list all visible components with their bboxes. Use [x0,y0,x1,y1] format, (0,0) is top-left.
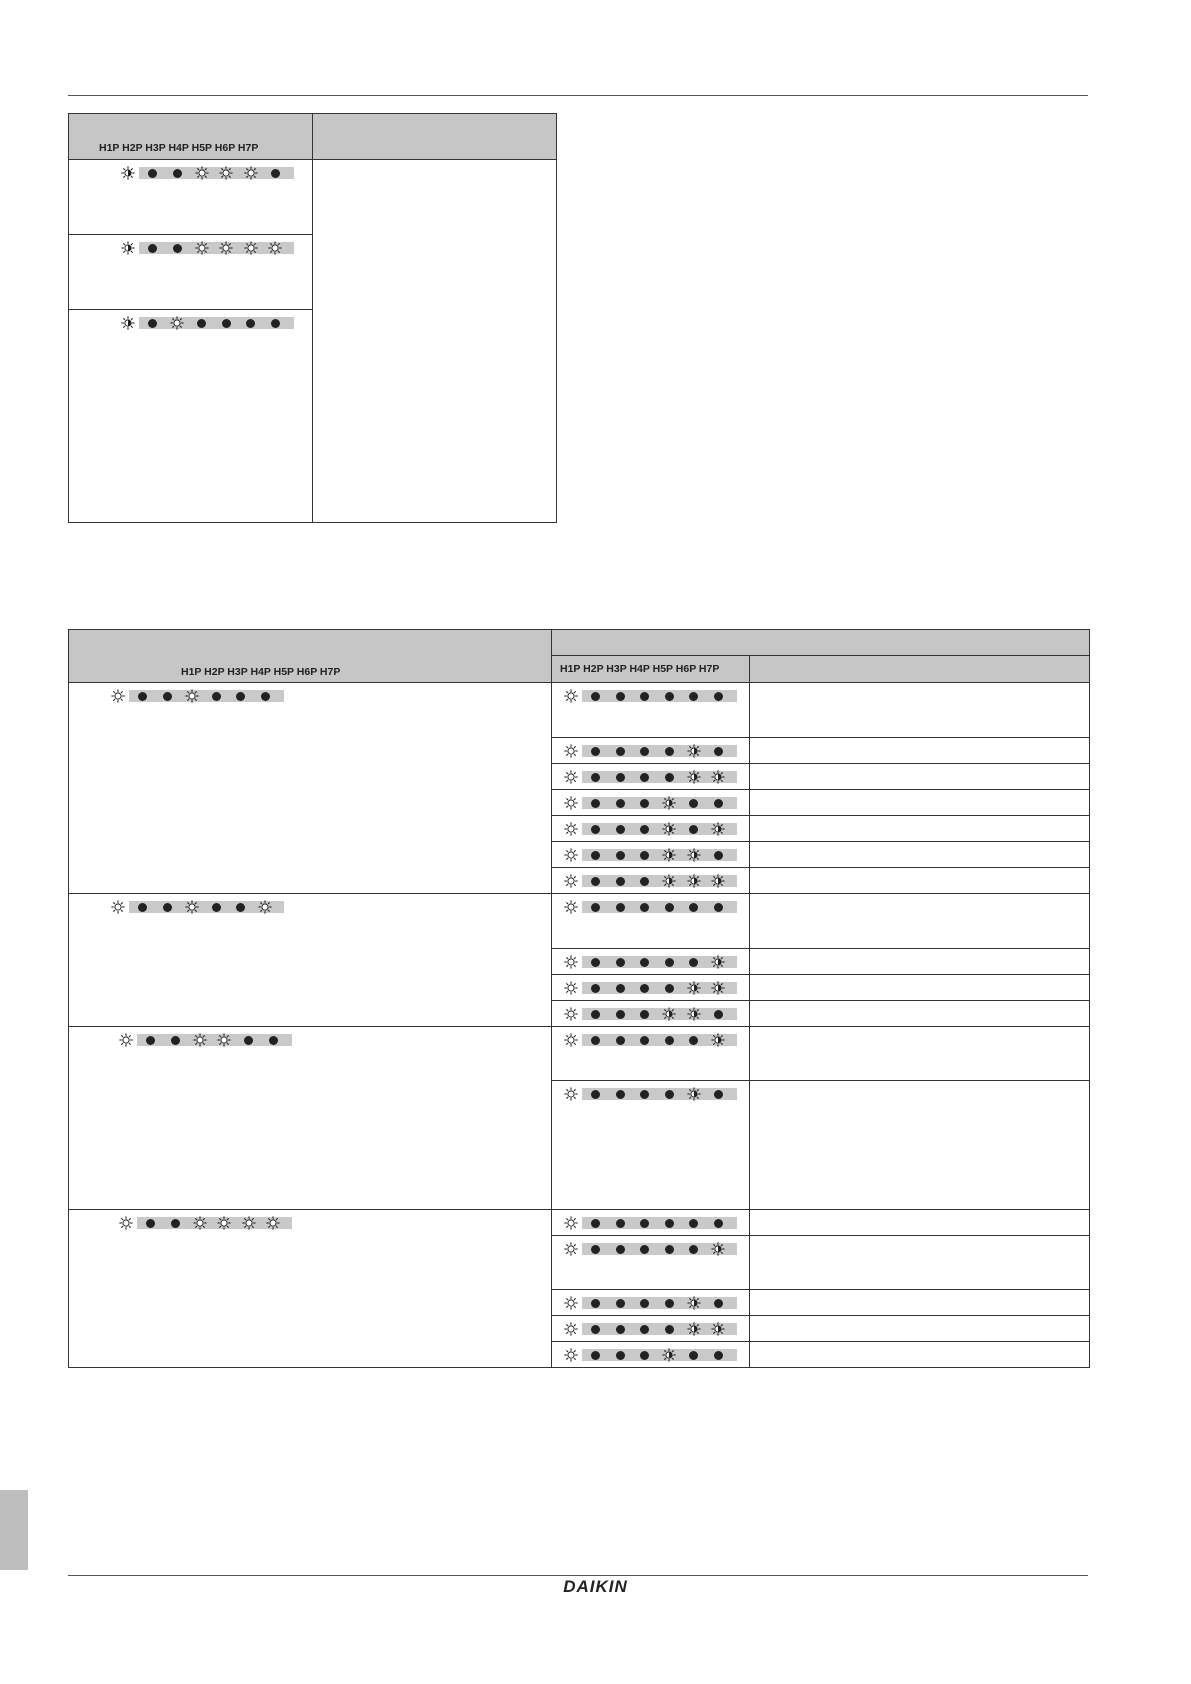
led-on-icon [711,1087,725,1101]
bottom-rule [68,1575,1088,1576]
table2-sub-led-cell [552,894,750,949]
table2-group-cell [69,1027,552,1210]
led-strip [111,689,301,703]
led-on-icon [638,900,652,914]
led-on-icon [638,1216,652,1230]
led-on-icon [589,955,603,969]
led-on-icon [687,1348,701,1362]
led-on-icon [589,848,603,862]
led-on-icon [234,689,248,703]
led-on-icon [638,874,652,888]
table2-subheader-description [750,656,1090,683]
led-strip [564,955,754,969]
led-on-icon [589,1216,603,1230]
table2-sub-description [750,842,1090,868]
led-off-icon [564,1242,578,1256]
led-on-icon [613,744,627,758]
led-on-icon [613,770,627,784]
led-on-icon [662,955,676,969]
led-on-icon [662,689,676,703]
led-on-icon [638,1033,652,1047]
led-blink-icon [687,1007,701,1021]
led-on-icon [168,1216,182,1230]
led-on-icon [638,1087,652,1101]
led-on-icon [613,1216,627,1230]
led-on-icon [662,1216,676,1230]
led-blink-icon [711,981,725,995]
led-on-icon [589,689,603,703]
led-on-icon [589,900,603,914]
led-blink-icon [662,1348,676,1362]
led-on-icon [662,1033,676,1047]
table2-sub-led-cell [552,1290,750,1316]
table2-sub-description [750,1027,1090,1081]
led-off-icon [564,1007,578,1021]
led-on-icon [209,689,223,703]
led-blink-icon [121,166,135,180]
table2-sub-led-cell [552,868,750,894]
led-on-icon [687,1242,701,1256]
table2-sub-led-cell [552,1342,750,1368]
table2-sub-description [750,1316,1090,1342]
led-blink-icon [711,770,725,784]
led-on-icon [662,1322,676,1336]
led-off-icon [170,316,184,330]
led-on-icon [589,874,603,888]
led-off-icon [564,822,578,836]
led-strip [564,689,754,703]
led-strip [121,241,311,255]
led-on-icon [662,981,676,995]
table2-sub-description [750,790,1090,816]
daikin-logo: DAIKIN [563,1577,628,1596]
table2-sub-description [750,738,1090,764]
led-blink-icon [711,1242,725,1256]
led-off-icon [217,1216,231,1230]
led-on-icon [144,1216,158,1230]
led-blink-icon [687,874,701,888]
led-blink-icon [687,848,701,862]
led-blink-icon [711,1033,725,1047]
led-off-icon [217,1033,231,1047]
led-off-icon [564,744,578,758]
led-off-icon [564,981,578,995]
led-on-icon [589,981,603,995]
led-off-icon [185,689,199,703]
table2-group-cell [69,683,552,894]
led-on-icon [613,1242,627,1256]
led-on-icon [589,770,603,784]
led-off-icon [564,1216,578,1230]
led-strip [121,166,311,180]
led-on-icon [613,822,627,836]
side-tab [0,1490,28,1570]
led-off-icon [119,1033,133,1047]
led-off-icon [564,689,578,703]
led-on-icon [687,955,701,969]
table2-sub-description [750,1342,1090,1368]
led-on-icon [662,770,676,784]
led-off-icon [219,241,233,255]
led-on-icon [638,744,652,758]
led-on-icon [711,689,725,703]
led-on-icon [146,316,160,330]
table2-sub-description [750,1081,1090,1210]
table2-group-cell [69,1210,552,1368]
led-blink-icon [687,981,701,995]
led-on-icon [638,822,652,836]
led-on-icon [687,900,701,914]
led-blink-icon [711,822,725,836]
led-on-icon [613,955,627,969]
led-strip [564,770,754,784]
table2-sub-led-cell [552,816,750,842]
led-on-icon [613,1348,627,1362]
led-strip [564,848,754,862]
led-blink-icon [121,241,135,255]
led-off-icon [564,874,578,888]
led-strip [564,1007,754,1021]
led-blink-icon [662,796,676,810]
led-on-icon [613,874,627,888]
table2-sub-led-cell [552,842,750,868]
led-off-icon [193,1033,207,1047]
led-strip [564,1216,754,1230]
led-on-icon [613,796,627,810]
led-on-icon [268,166,282,180]
table2-sub-description [750,683,1090,738]
led-on-icon [589,822,603,836]
led-blink-icon [687,1322,701,1336]
led-on-icon [613,848,627,862]
table1-description-cell [313,160,557,523]
table2-sub-description [750,868,1090,894]
led-strip [111,900,301,914]
led-blink-icon [711,874,725,888]
led-off-icon [195,166,209,180]
led-on-icon [613,900,627,914]
led-strip [564,822,754,836]
table2-sub-description [750,1001,1090,1027]
led-off-icon [564,1087,578,1101]
table2-sub-led-cell [552,1027,750,1081]
table2-group-cell [69,894,552,1027]
led-on-icon [638,689,652,703]
led-on-icon [170,166,184,180]
table2-sub-led-cell [552,1210,750,1236]
table2-header-led-labels [69,630,552,683]
led-on-icon [258,689,272,703]
led-on-icon [589,744,603,758]
led-strip [564,981,754,995]
led-off-icon [564,1348,578,1362]
led-strip [564,1242,754,1256]
led-on-icon [711,848,725,862]
led-strip [564,1296,754,1310]
led-blink-icon [687,770,701,784]
led-on-icon [662,1296,676,1310]
led-off-icon [266,1216,280,1230]
table2-sub-led-cell [552,1081,750,1210]
led-on-icon [662,900,676,914]
table2-sub-description [750,1236,1090,1290]
led-on-icon [219,316,233,330]
led-blink-icon [711,955,725,969]
led-on-icon [638,1007,652,1021]
led-blink-icon [711,1322,725,1336]
led-blink-icon [662,1007,676,1021]
table2-sub-led-cell [552,1236,750,1290]
led-on-icon [136,900,150,914]
led-header-labels: H1P H2P H3P H4P H5P H6P H7P [560,663,720,675]
led-off-icon [219,166,233,180]
led-on-icon [146,241,160,255]
led-on-icon [589,1033,603,1047]
led-strip [564,900,754,914]
led-on-icon [711,1348,725,1362]
led-off-icon [564,955,578,969]
table2-sub-description [750,949,1090,975]
led-blink-icon [662,874,676,888]
led-on-icon [711,744,725,758]
led-on-icon [638,1296,652,1310]
led-on-icon [195,316,209,330]
led-on-icon [687,689,701,703]
top-rule [68,95,1088,96]
table1-row [69,310,313,523]
led-on-icon [687,822,701,836]
table1-row [69,160,313,235]
led-off-icon [564,1033,578,1047]
led-on-icon [638,981,652,995]
led-on-icon [687,1216,701,1230]
led-on-icon [242,1033,256,1047]
led-on-icon [638,955,652,969]
led-on-icon [160,689,174,703]
led-off-icon [564,900,578,914]
led-off-icon [564,1322,578,1336]
led-blink-icon [662,848,676,862]
led-blink-icon [687,1296,701,1310]
led-on-icon [209,900,223,914]
led-on-icon [589,1087,603,1101]
led-off-icon [185,900,199,914]
table2-sub-led-cell [552,683,750,738]
table2-sub-led-cell [552,1001,750,1027]
led-status-table-1 [68,113,557,523]
led-strip [564,1033,754,1047]
table1-header-led-labels [69,114,313,160]
led-on-icon [638,1322,652,1336]
led-header-labels: H1P H2P H3P H4P H5P H6P H7P [99,142,259,154]
led-on-icon [662,744,676,758]
led-on-icon [244,316,258,330]
table2-sub-led-cell [552,975,750,1001]
led-strip [564,744,754,758]
led-on-icon [234,900,248,914]
led-off-icon [258,900,272,914]
led-on-icon [711,1216,725,1230]
table2-sub-description [750,1290,1090,1316]
led-strip [564,1087,754,1101]
led-strip [564,1322,754,1336]
table2-sub-led-cell [552,1316,750,1342]
led-on-icon [638,796,652,810]
led-off-icon [111,689,125,703]
table2-sub-description [750,1210,1090,1236]
table1-row [69,235,313,310]
led-on-icon [613,1296,627,1310]
led-on-icon [638,848,652,862]
led-on-icon [589,1348,603,1362]
led-strip [121,316,311,330]
table2-sub-led-cell [552,790,750,816]
led-on-icon [613,1322,627,1336]
led-on-icon [136,689,150,703]
led-on-icon [638,770,652,784]
table1-header-description [313,114,557,160]
led-off-icon [244,241,258,255]
led-on-icon [168,1033,182,1047]
led-on-icon [144,1033,158,1047]
led-on-icon [160,900,174,914]
led-on-icon [589,1007,603,1021]
led-on-icon [266,1033,280,1047]
table2-sub-led-cell [552,738,750,764]
led-strip [564,1348,754,1362]
led-on-icon [268,316,282,330]
led-blink-icon [687,1087,701,1101]
led-on-icon [613,689,627,703]
led-on-icon [589,1242,603,1256]
led-off-icon [564,1296,578,1310]
led-strip [564,796,754,810]
led-blink-icon [687,744,701,758]
led-on-icon [687,796,701,810]
led-on-icon [662,1087,676,1101]
led-blink-icon [662,822,676,836]
led-off-icon [564,848,578,862]
led-header-labels: H1P H2P H3P H4P H5P H6P H7P [181,666,341,678]
led-off-icon [564,796,578,810]
led-on-icon [589,796,603,810]
table2-sub-led-cell [552,764,750,790]
table2-subheader-led-labels [552,656,750,683]
led-off-icon [195,241,209,255]
led-off-icon [193,1216,207,1230]
led-on-icon [662,1242,676,1256]
table2-sub-description [750,975,1090,1001]
led-off-icon [242,1216,256,1230]
led-on-icon [711,900,725,914]
led-off-icon [111,900,125,914]
led-off-icon [244,166,258,180]
led-off-icon [268,241,282,255]
led-status-table-2 [68,629,1090,1368]
led-strip [564,874,754,888]
table2-sub-description [750,816,1090,842]
table2-sub-description [750,764,1090,790]
led-strip [119,1216,309,1230]
table2-header-group [552,630,1090,656]
led-on-icon [613,1033,627,1047]
led-blink-icon [121,316,135,330]
led-on-icon [589,1296,603,1310]
led-on-icon [638,1242,652,1256]
led-on-icon [711,796,725,810]
led-on-icon [589,1322,603,1336]
table2-sub-led-cell [552,949,750,975]
led-on-icon [711,1007,725,1021]
led-on-icon [613,1087,627,1101]
led-on-icon [146,166,160,180]
led-off-icon [564,770,578,784]
led-on-icon [711,1296,725,1310]
led-strip [119,1033,309,1047]
led-on-icon [613,1007,627,1021]
table2-sub-description [750,894,1090,949]
led-off-icon [119,1216,133,1230]
led-on-icon [638,1348,652,1362]
led-on-icon [613,981,627,995]
led-on-icon [170,241,184,255]
led-on-icon [687,1033,701,1047]
